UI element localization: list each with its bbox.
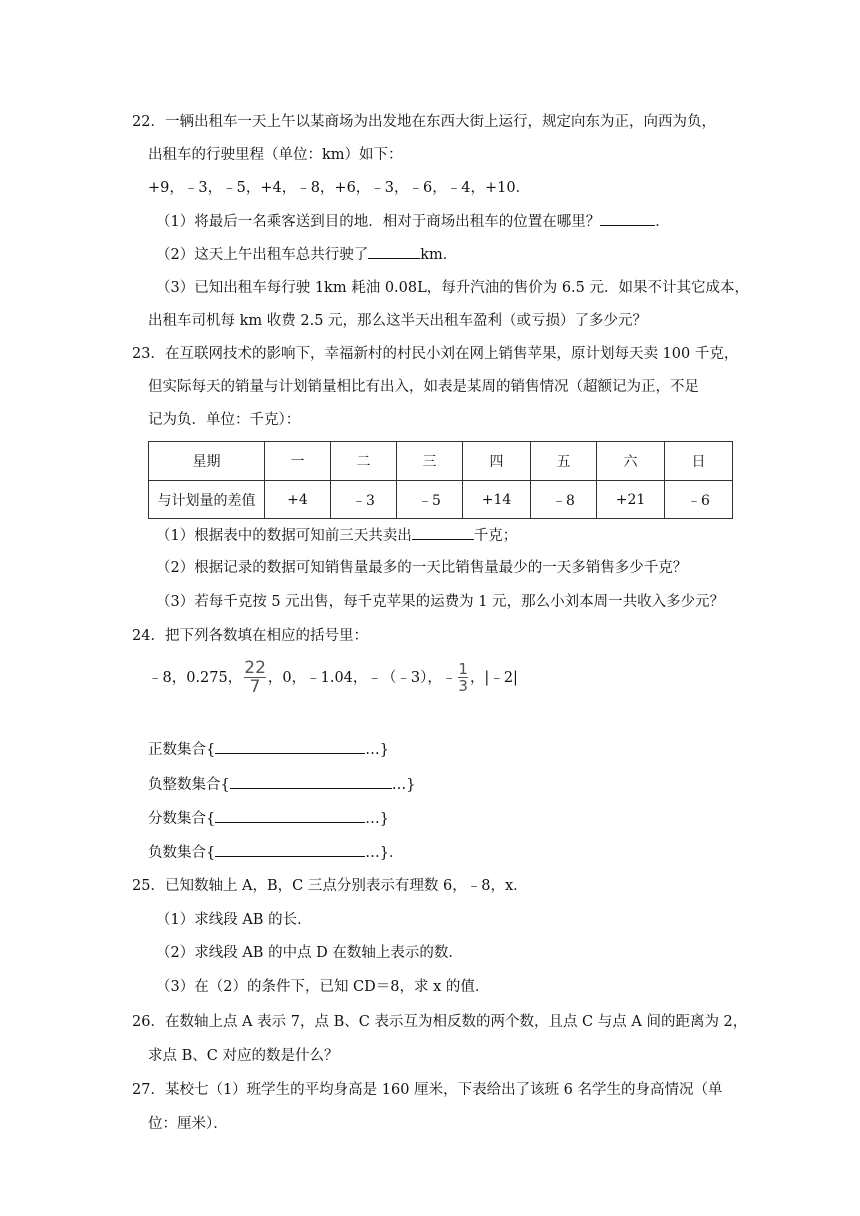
table-cell: 四 [463,442,531,481]
q27-line2: 位：厘米）． [148,1116,228,1132]
table-row [149,481,733,519]
q24-nums-a: ﹣8，0.275， [148,670,243,686]
table-cell: +14 [463,481,531,519]
table-cell: ﹣3 [331,481,397,519]
q22-part2-blank [368,244,420,259]
q26-line2: 求点 B、C 对应的数是什么？ [148,1048,339,1064]
q22-part1-blank [600,211,655,226]
set-label: 分数集合{ [148,811,216,827]
q23-line3: 记为负．单位：千克）： [148,412,301,428]
q22-part2 [156,244,457,265]
table-cell: 六 [597,442,665,481]
fraction-1-3 [458,662,468,694]
table-header-row [149,442,733,481]
table-cell: ﹣5 [397,481,463,519]
fraction-22-7 [244,660,266,696]
fraction-numerator: 1 [458,660,468,678]
q22-line1: 22．一辆出租车一天上午以某商场为出发地在东西大街上运行，规定向东为正，向西为负， [132,114,716,130]
q22-line2: 出租车的行驶里程（单位：km）如下： [148,147,403,163]
set-fractions [148,808,389,829]
set-end: …} [365,811,389,827]
q23-part1-unit: 千克； [473,528,518,544]
q22-mileage: +9，﹣3，﹣5，+4，﹣8，+6，﹣3，﹣6，﹣4，+10． [148,180,531,196]
sales-table [148,441,733,519]
q25-line1: 25．已知数轴上 A，B，C 三点分别表示有理数 6，﹣8，x． [132,878,528,894]
set-end: …}． [365,845,404,861]
table-cell: 一 [265,442,331,481]
q24-numbers [148,658,518,698]
q24-line1: 24．把下列各数填在相应的括号里： [132,628,368,644]
q22-part1-text: （1）将最后一名乘客送到目的地．相对于商场出租车的位置在哪里？ [156,214,601,230]
set-negative-integers [148,774,415,795]
q27-line1: 27．某校七（1）班学生的平均身高是 160 厘米，下表给出了该班 6 名学生的身高情况（单 [132,1082,723,1098]
set-blank [215,739,365,754]
q23-line2: 但实际每天的销量与计划销量相比有出入，如表是某周的销售情况（超额记为正，不足 [148,379,699,395]
q23-part1-blank [412,525,474,540]
table-cell: 星期 [149,442,265,481]
table-cell: 二 [331,442,397,481]
q25-part2: （2）求线段 AB 的中点 D 在数轴上表示的数． [156,945,463,961]
set-blank [230,774,392,789]
table-cell: ﹣8 [531,481,597,519]
set-blank [215,842,365,857]
q23-part3: （3）若每千克按 5 元出售，每千克苹果的运费为 1 元，那么小刘本周一共收入多少元？ [156,594,725,610]
q25-part1: （1）求线段 AB 的长． [156,912,312,928]
set-blank [215,808,365,823]
fraction-denominator: 7 [244,677,266,696]
table-cell: 三 [397,442,463,481]
table-cell: 与计划量的差值 [149,481,265,519]
q22-part2-text: （2）这天上午出租车总共行驶了 [156,247,369,263]
set-negatives [148,842,403,863]
q24-nums-c: ，|﹣2| [469,670,518,686]
q23-line1: 23．在互联网技术的影响下，幸福新村的村民小刘在网上销售苹果，原计划每天卖 100 千克， [132,346,739,362]
q23-part1-text: （1）根据表中的数据可知前三天共卖出 [156,528,412,544]
q22-part1 [156,211,670,232]
set-label: 负整数集合{ [148,777,230,793]
q26-line1: 26．在数轴上点 A 表示 7，点 B、C 表示互为相反数的两个数，且点 C 与点 A 间的距离为 2， [132,1014,748,1030]
q23-part2: （2）根据记录的数据可知销售量最多的一天比销售量最少的一天多销售多少千克？ [156,560,688,576]
q25-part3: （3）在（2）的条件下，已知 CD＝8，求 x 的值． [156,979,490,995]
q22-part1-end: ． [655,214,670,230]
q22-part3-line2: 出租车司机每 km 收费 2.5 元，那么这半天出租车盈利（或亏损）了多少元？ [148,313,648,329]
set-positive [148,739,389,760]
table-cell: +21 [597,481,665,519]
q22-part2-unit: km． [420,247,458,263]
set-end: …} [391,777,416,793]
fraction-numerator: 22 [244,658,266,678]
set-end: …} [365,742,389,758]
set-label: 负数集合{ [148,845,216,861]
set-label: 正数集合{ [148,742,216,758]
table-cell: +4 [265,481,331,519]
q23-part1 [156,525,517,546]
fraction-denominator: 3 [458,677,468,695]
q24-nums-b: ，0，﹣1.04，﹣（﹣3），﹣ [267,670,457,686]
q22-part3-line1: （3）已知出租车每行驶 1km 耗油 0.08L，每升汽油的售价为 6.5 元．如果不计其它成本， [156,280,750,296]
table-cell: 五 [531,442,597,481]
table-cell: 日 [665,442,733,481]
table-cell: ﹣6 [665,481,733,519]
